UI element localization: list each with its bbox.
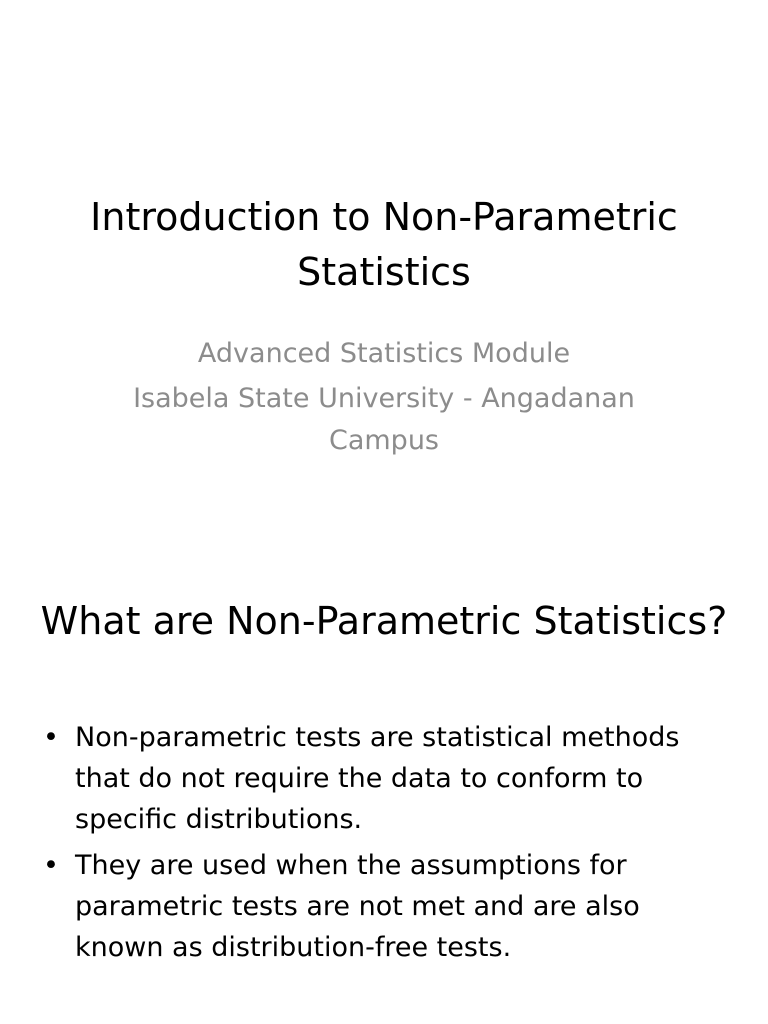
subtitle-line-module: Advanced Statistics Module [197,338,571,369]
bullet-icon: • [43,850,59,881]
subtitle-line-university: Isabela State University - Angadanan Campus [133,383,635,456]
slide-title: Introduction to Non-Parametric Statistics [90,195,678,294]
bullet-icon: • [43,722,59,753]
bullet-text: They are used when the assumptions for parametric tests are not met and are also known as distribution-free tests. [75,850,640,963]
slide-subtitle [80,333,688,462]
slide-title: What are Non-Parametric Statistics? [40,599,728,643]
slide-2 [0,512,768,1024]
bullet-text: Non-parametric tests are statistical methods that do not require the data to conform to specific distributions. [75,722,680,835]
bullet-list [40,717,710,973]
bullet-item [40,845,710,968]
bullet-item [40,717,710,840]
